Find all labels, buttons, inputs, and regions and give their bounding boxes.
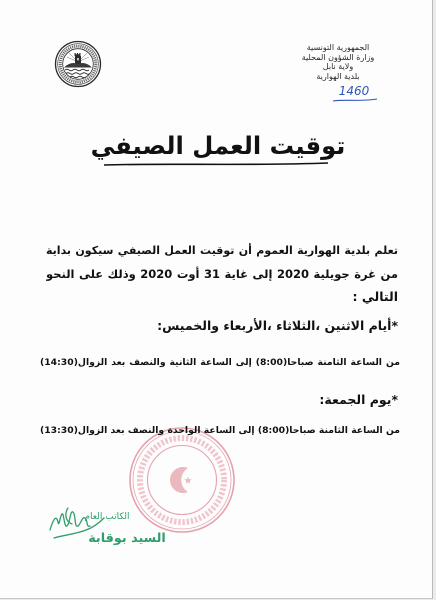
signatory-name: السيد بوقابة [88,531,166,546]
municipality-emblem-icon [54,40,102,88]
letterhead-line-ministry: وزارة الشؤون المحلية [301,52,375,62]
municipality-logo [54,40,102,88]
body-line: التالي : [352,289,398,304]
schedule-days-weekdays: *أيام الاثنين ،الثلاثاء ،الأربعاء والخميس: [157,318,398,333]
reference-number: 1460 [338,84,370,98]
letterhead-line-municipality: بلدية الهوارية [316,71,360,81]
schedule-hours-weekdays: من الساعة الثامنة صباحا(8:00) إلى الساعة الثانية والنصف بعد الزوال(14:30) [40,357,400,368]
title-underline [102,160,330,168]
body-line: من غرة جويلية 2020 إلى غاية 31 أوت 2020 وذلك على النحو [46,267,398,281]
signatory-role: الكاتب العام [84,512,130,522]
letterhead [290,43,386,81]
schedule-days-friday: *يوم الجمعة: [319,392,398,407]
reference-underline-mark [330,97,380,104]
letterhead-line-republic: الجمهورية التونسية [306,43,370,52]
document-title: توقيت العمل الصيفي [90,131,346,160]
body-line: تعلم بلدية الهوارية العموم أن توقيت العمل الصيفي سيكون بداية [46,244,398,257]
schedule-hours-friday: من الساعة الثامنة صباحا(8:00) إلى الساعة الواحدة والنصف بعد الزوال(13:30) [40,425,400,436]
official-stamp [128,426,236,534]
letterhead-line-governorate: ولاية نابل [322,62,354,71]
